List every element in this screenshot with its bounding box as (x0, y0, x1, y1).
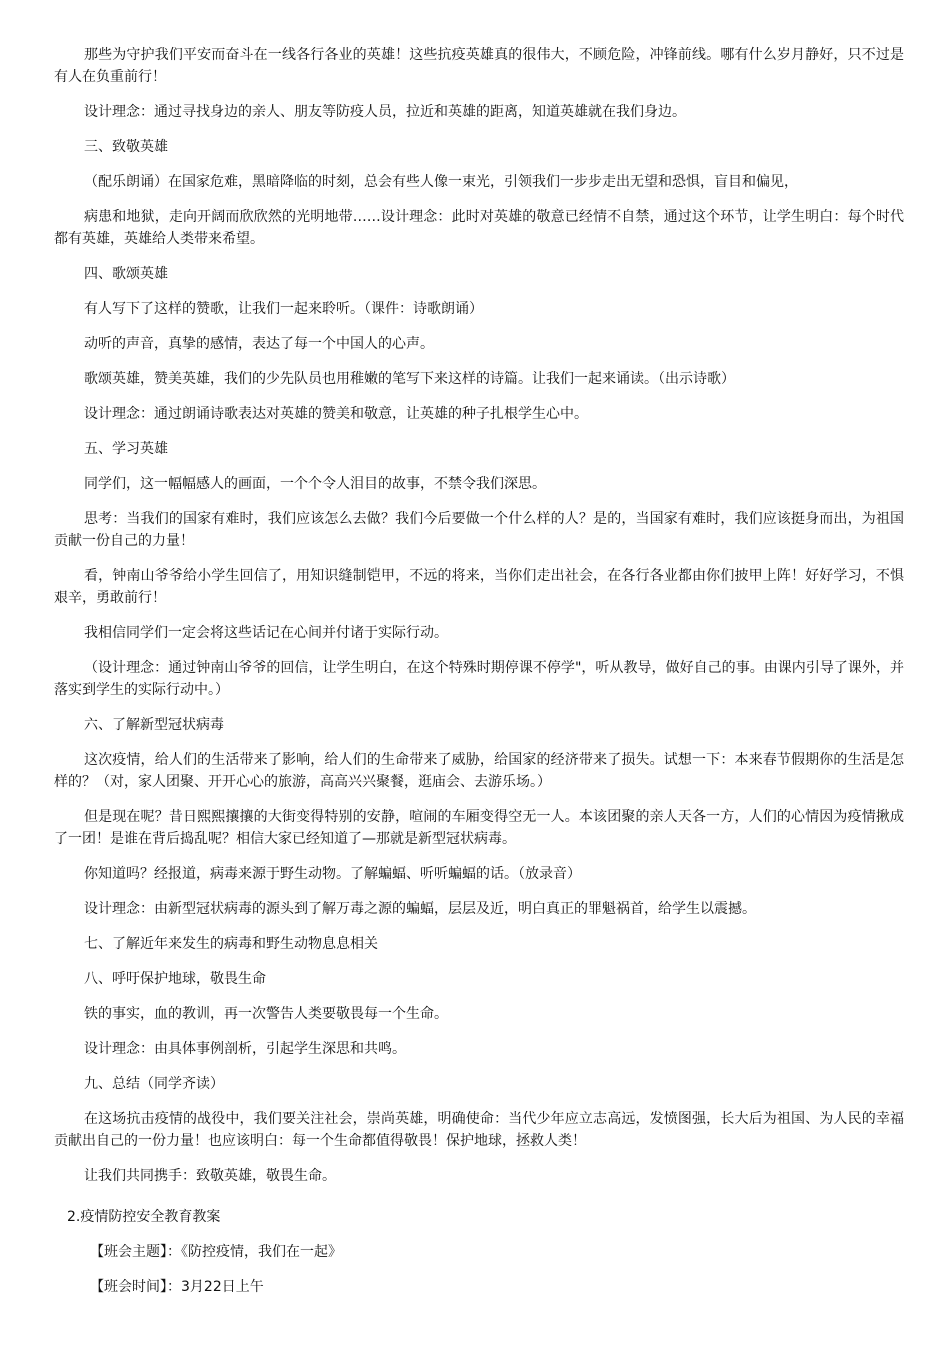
heading: 八、呼吁保护地球，敬畏生命 (84, 971, 266, 987)
paragraph: （设计理念：通过钟南山爷爷的回信，让学生明白，在这个特殊时期停课不停学"，听从教导，做好自己的事。由课内引导了课外，并落实到学生的实际行动中。） (54, 660, 904, 698)
paragraph: 有人写下了这样的赞歌，让我们一起来聆听。（课件：诗歌朗诵） (84, 301, 483, 317)
document-body (54, 44, 904, 1311)
paragraph: 设计理念：由具体事例剖析，引起学生深思和共鸣。 (84, 1041, 406, 1057)
paragraph: 设计理念：由新型冠状病毒的源头到了解万毒之源的蝙蝠，层层及近，明白真正的罪魁祸首，给学生以震撼。 (84, 901, 756, 917)
paragraph: 你知道吗？经报道，病毒来源于野生动物。了解蝙蝠、听听蝙蝠的话。（放录音） (84, 866, 581, 882)
paragraph: 让我们共同携手：致敬英雄，敬畏生命。 (84, 1168, 336, 1184)
paragraph: 同学们，这一幅幅感人的画面，一个个令人泪目的故事，不禁令我们深思。 (84, 476, 546, 492)
heading: 七、了解近年来发生的病毒和野生动物息息相关 (84, 936, 378, 952)
paragraph: （配乐朗诵）在国家危难，黑暗降临的时刻，总会有些人像一束光，引领我们一步步走出无望和恐惧，盲目和偏见， (84, 174, 798, 190)
heading: 六、了解新型冠状病毒 (84, 717, 224, 733)
paragraph: 看，钟南山爷爷给小学生回信了，用知识缝制铠甲，不远的将来，当你们走出社会，在各行各业都由你们披甲上阵！好好学习，不惧艰辛，勇敢前行！ (54, 568, 904, 606)
paragraph: 这次疫情，给人们的生活带来了影响，给人们的生命带来了威胁，给国家的经济带来了损失。试想一下：本来春节假期你的生活是怎样的？（对，家人团聚、开开心心的旅游，高高兴兴聚餐，逛庙会、去游乐场。） (54, 752, 904, 790)
heading: 四、歌颂英雄 (84, 266, 168, 282)
heading: 三、致敬英雄 (84, 139, 168, 155)
paragraph: 设计理念：通过朗诵诗歌表达对英雄的赞美和敬意，让英雄的种子扎根学生心中。 (84, 406, 588, 422)
paragraph: 思考：当我们的国家有难时，我们应该怎么去做？我们今后要做一个什么样的人？是的，当国家有难时，我们应该挺身而出，为祖国贡献一份自己的力量！ (54, 511, 904, 549)
paragraph: 动听的声音，真挚的感情，表达了每一个中国人的心声。 (84, 336, 434, 352)
heading: 五、学习英雄 (84, 441, 168, 457)
class-meeting-theme: 【班会主题】：《防控疫情，我们在一起》 (90, 1244, 342, 1260)
paragraph: 歌颂英雄，赞美英雄，我们的少先队员也用稚嫩的笔写下来这样的诗篇。让我们一起来诵读。（出示诗歌） (84, 371, 735, 387)
paragraph: 我相信同学们一定会将这些话记在心间并付诸于实际行动。 (84, 625, 448, 641)
paragraph: 铁的事实，血的教训，再一次警告人类要敬畏每一个生命。 (84, 1006, 448, 1022)
paragraph: 在这场抗击疫情的战役中，我们要关注社会，崇尚英雄，明确使命：当代少年应立志高远，发愤图强，长大后为祖国、为人民的幸福贡献出自己的一份力量！也应该明白：每一个生命都值得敬畏！保护地球，拯救人类！ (54, 1111, 904, 1149)
heading: 九、总结（同学齐读） (84, 1076, 224, 1092)
paragraph: 病患和地狱，走向开阔而欣欣然的光明地带……设计理念：此时对英雄的敬意已经情不自禁，通过这个环节，让学生明白：每个时代都有英雄，英雄给人类带来希望。 (54, 209, 904, 247)
paragraph: 但是现在呢？昔日熙熙攘攘的大街变得特别的安静，喧闹的车厢变得空无一人。本该团聚的亲人天各一方，人们的心情因为疫情揪成了一团！是谁在背后捣乱呢？相信大家已经知道了—那就是新型冠状病毒。 (54, 809, 904, 847)
class-meeting-time: 【班会时间】：3月22日上午 (90, 1279, 264, 1295)
section-title: 2.疫情防控安全教育教案 (67, 1209, 221, 1225)
paragraph: 设计理念：通过寻找身边的亲人、朋友等防疫人员，拉近和英雄的距离，知道英雄就在我们身边。 (84, 104, 686, 120)
paragraph: 那些为守护我们平安而奋斗在一线各行各业的英雄！这些抗疫英雄真的很伟大，不顾危险，冲锋前线。哪有什么岁月静好，只不过是有人在负重前行！ (54, 47, 904, 85)
